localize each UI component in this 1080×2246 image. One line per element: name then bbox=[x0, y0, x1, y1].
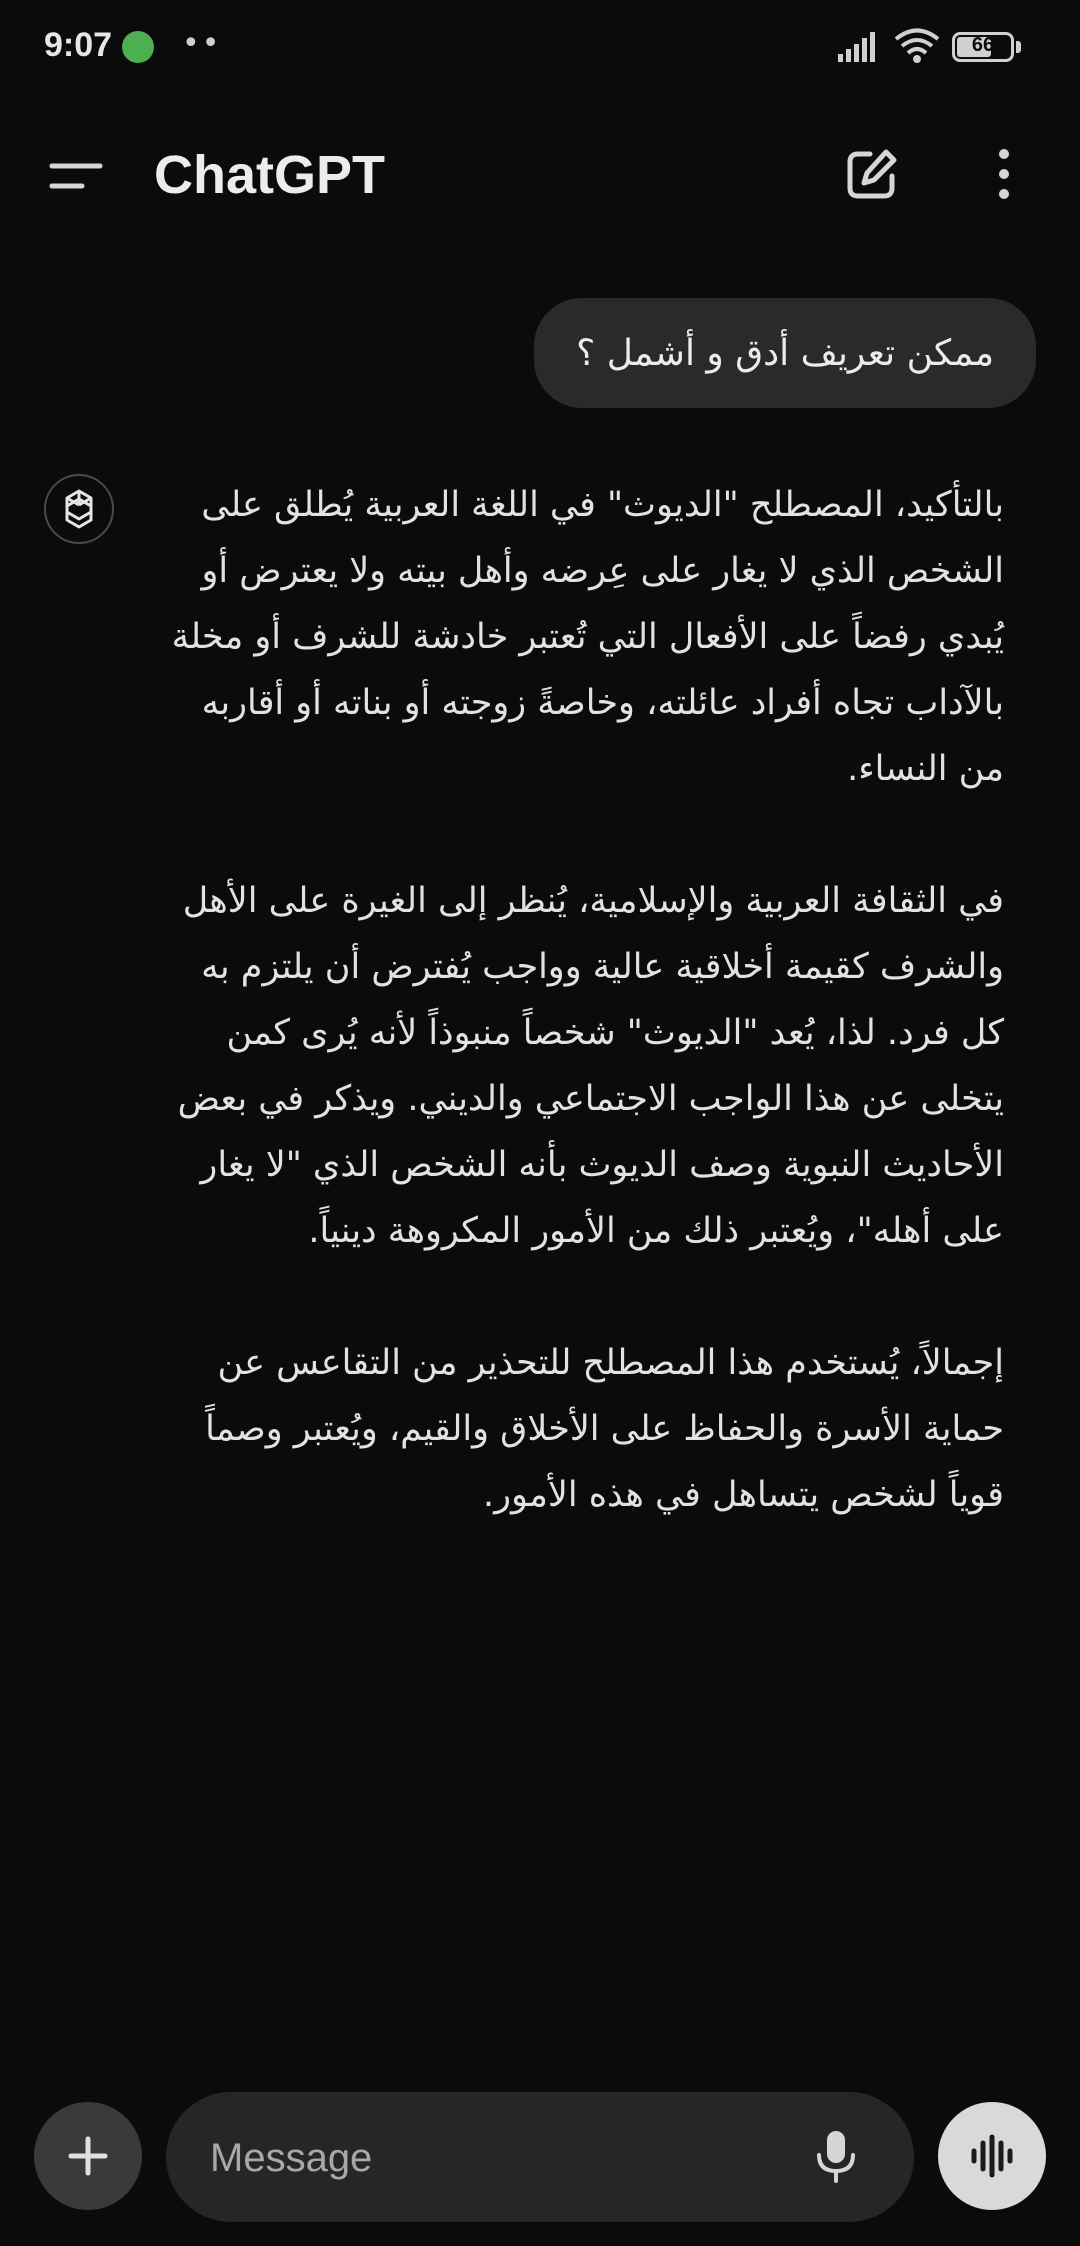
user-message-text: ممكن تعريف أدق و أشمل ؟ bbox=[576, 332, 994, 374]
assistant-paragraph: في الثقافة العربية والإسلامية، يُنظر إلى الغيرة على الأهل والشرف كقيمة أخلاقية عالية وواجب يُفترض أن يلتزم به كل فرد. لذا، يُعد "الديوث" شخصاً منبوذاً لأنه يُرى كمن يتخلى عن هذا الواجب الاجتماعي والديني. ويذكر في بعض الأحاديث النبوية وصف الديوث بأنه الشخص الذي "لا يغار على أهله"، ويُعتبر ذلك من الأمور المكروهة دينياً. bbox=[177, 881, 1004, 1251]
wifi-icon bbox=[894, 28, 940, 64]
assistant-message[interactable] bbox=[150, 472, 1004, 1528]
message-input[interactable] bbox=[208, 2092, 772, 2224]
battery-icon bbox=[952, 32, 1014, 62]
plus-icon bbox=[63, 2131, 113, 2181]
battery-percent: 66 bbox=[971, 34, 995, 56]
status-more-notifications: •• bbox=[182, 26, 222, 61]
more-options-button[interactable] bbox=[968, 138, 1040, 210]
voice-waveform-icon bbox=[965, 2129, 1019, 2183]
attach-button[interactable] bbox=[34, 2102, 142, 2210]
openai-logo-icon bbox=[55, 485, 103, 533]
app-header bbox=[0, 110, 1080, 240]
microphone-icon bbox=[808, 2127, 864, 2187]
assistant-avatar bbox=[44, 474, 114, 544]
assistant-paragraph: إجمالاً، يُستخدم هذا المصطلح للتحذير من التقاعس عن حماية الأسرة والحفاظ على الأخلاق والقيم، ويُعتبر وصماً قوياً لشخص يتساهل في هذه الأمور. bbox=[205, 1343, 1004, 1515]
assistant-paragraph: بالتأكيد، المصطلح "الديوث" في اللغة العربية يُطلق على الشخص الذي لا يغار على عِرضه وأهل بيته ولا يعترض أو يُبدي رفضاً على الأفعال التي تُعتبر خادشة للشرف أو مخلة بالآداب تجاه أفراد عائلته، وخاصةً زوجته أو بناته أو أقاربه من النساء. bbox=[171, 485, 1004, 789]
microphone-button[interactable] bbox=[802, 2123, 870, 2191]
message-field[interactable] bbox=[166, 2092, 914, 2222]
new-chat-button[interactable] bbox=[836, 138, 908, 210]
menu-icon bbox=[38, 140, 110, 212]
signal-icon bbox=[838, 32, 882, 62]
app-notification-icon bbox=[122, 31, 154, 63]
new-chat-icon bbox=[836, 138, 908, 210]
composer-bar bbox=[0, 2090, 1080, 2246]
user-message-bubble[interactable] bbox=[534, 298, 1036, 408]
status-bar bbox=[0, 0, 1080, 96]
menu-button[interactable] bbox=[38, 140, 110, 212]
status-time: 9:07 bbox=[44, 26, 113, 64]
more-vertical-icon bbox=[968, 138, 1040, 210]
voice-mode-button[interactable] bbox=[938, 2102, 1046, 2210]
app-title: ChatGPT bbox=[154, 145, 386, 205]
battery-tip bbox=[1016, 41, 1021, 53]
